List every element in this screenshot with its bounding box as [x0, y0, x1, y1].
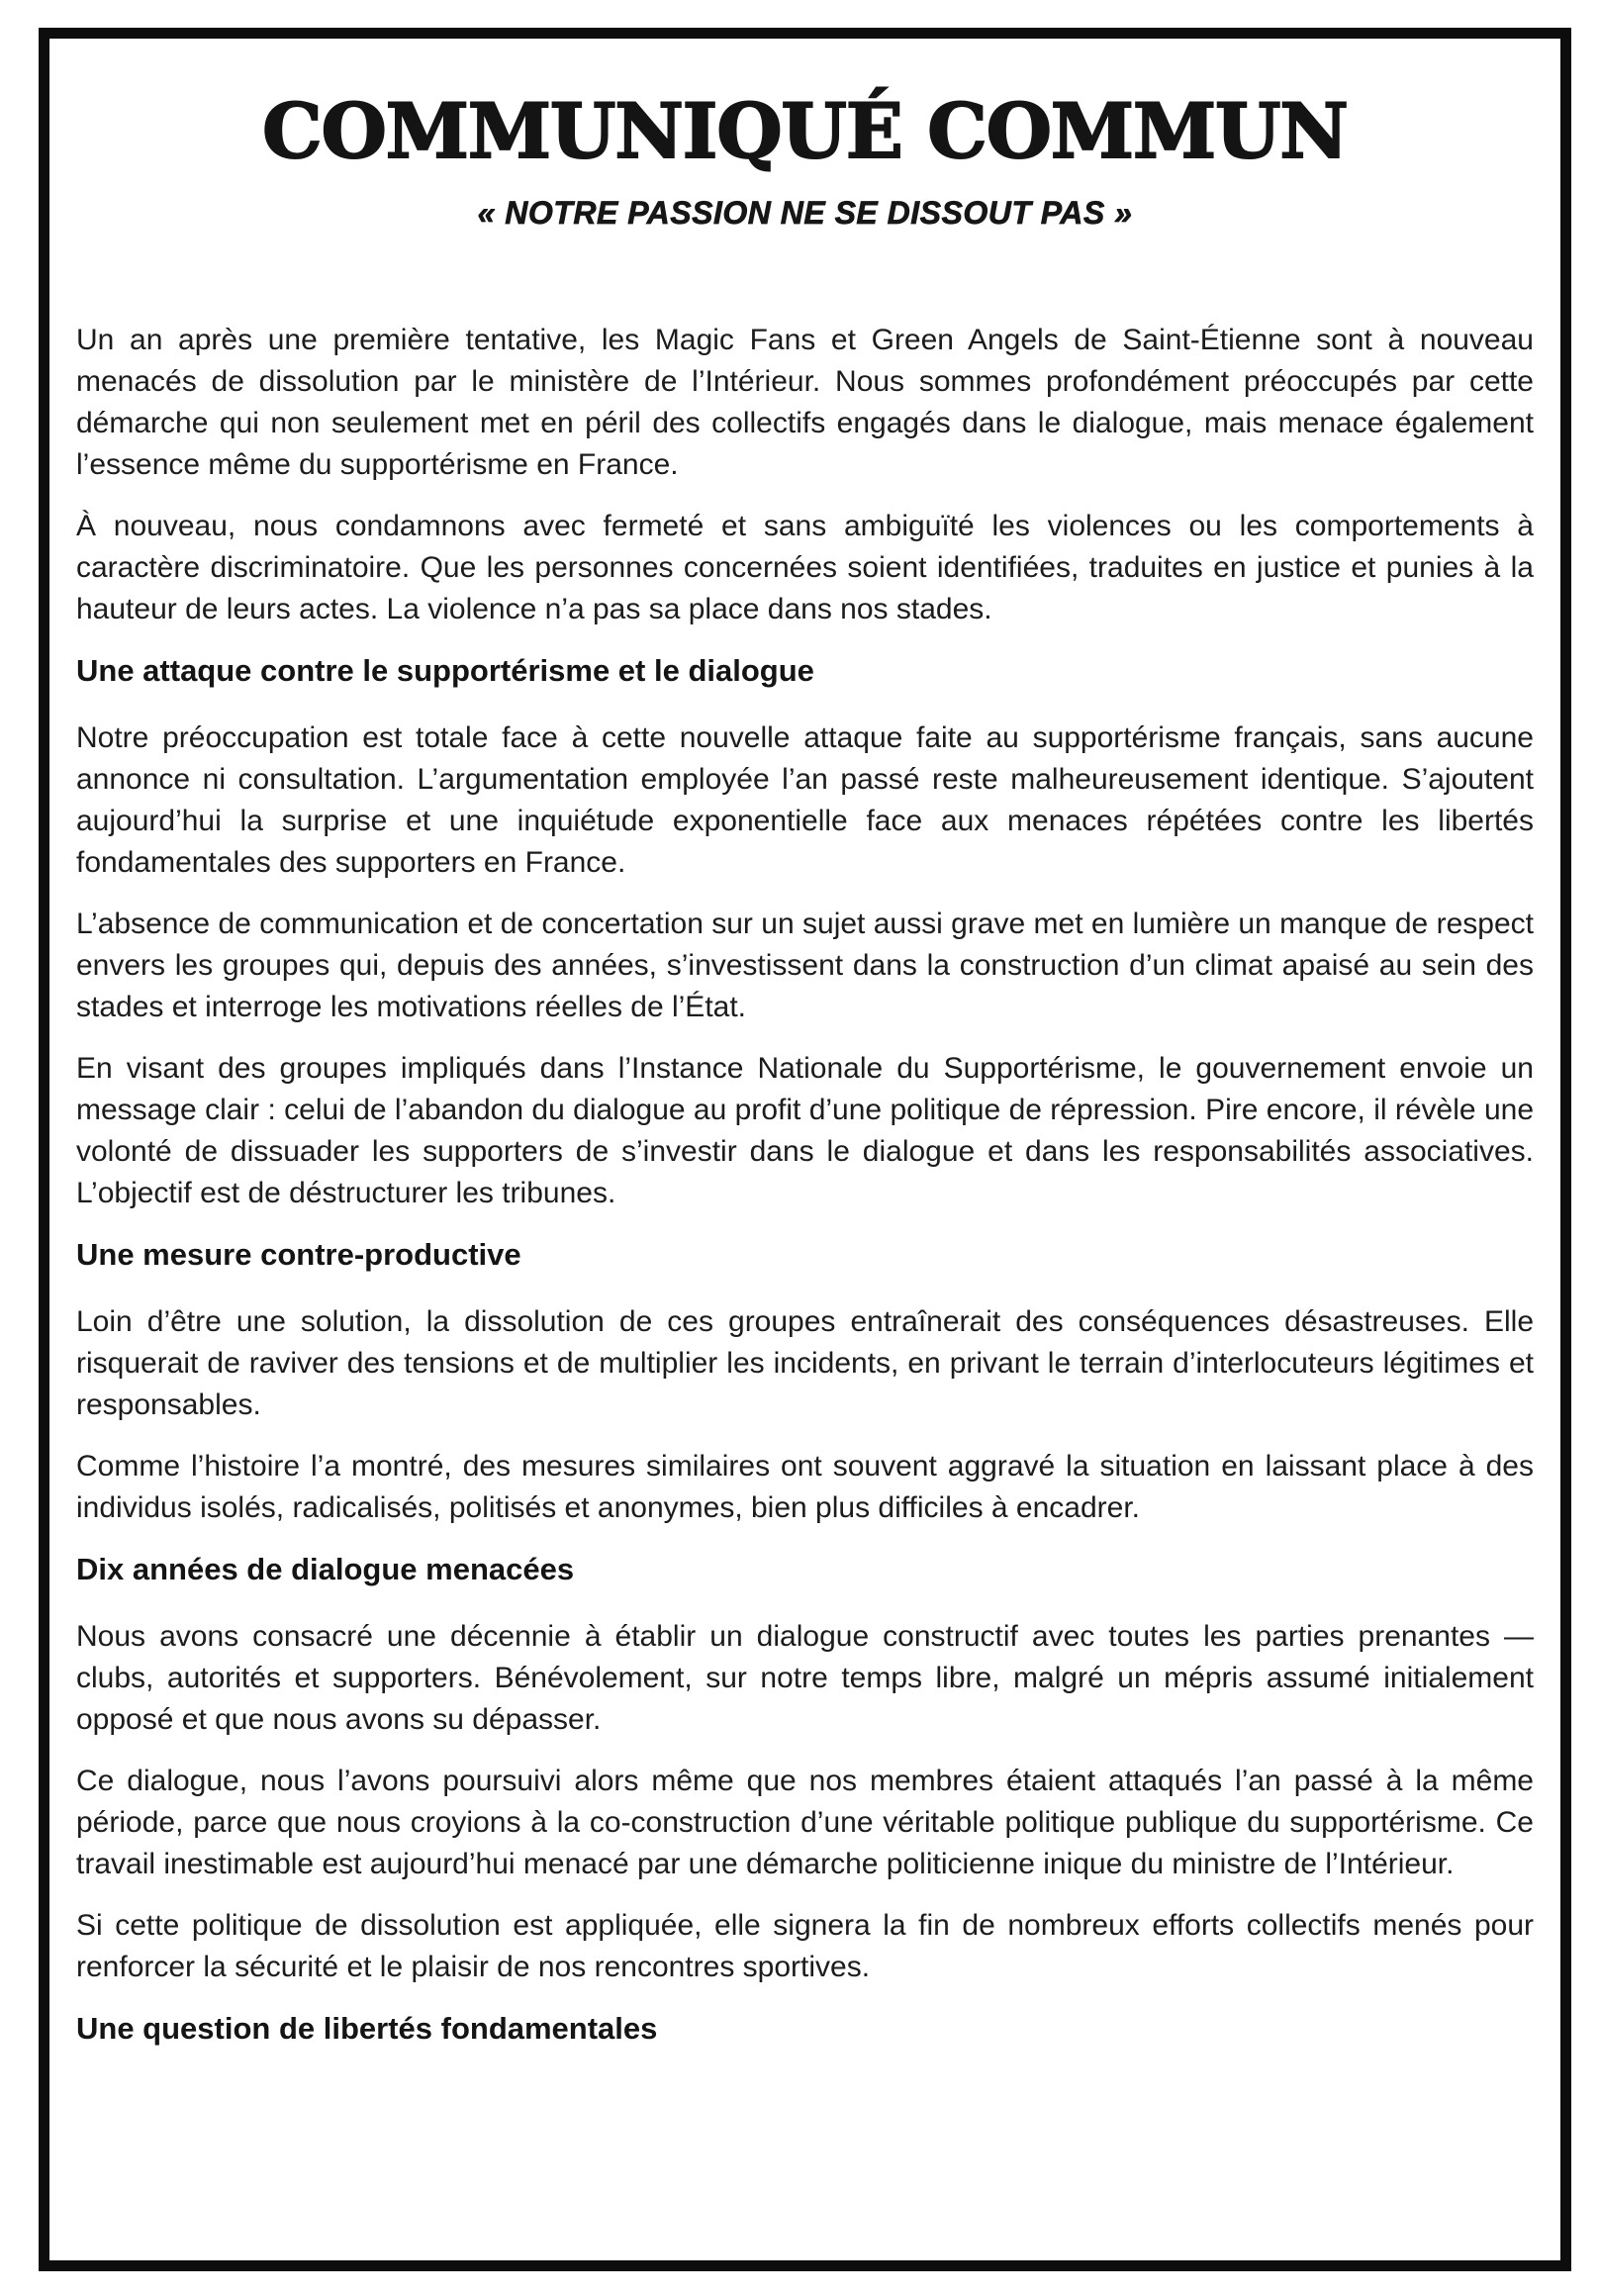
paragraph-histoire: Comme l’histoire l’a montré, des mesures similaires ont souvent aggravé la situation en laissant place à des individus isolés, radicalisés, politisés et anonymes, bien plus difficiles à encadrer.: [76, 1450, 1534, 1524]
paragraph-consequences: Loin d’être une solution, la dissolution de ces groupes entraînerait des conséquences désastreuses. Elle risquerait de raviver des tensions et de multiplier les incidents, en privant le terrain d’interlocuteurs légitimes et responsables.: [76, 1305, 1534, 1421]
paragraph-instance-nationale: En visant des groupes impliqués dans l’Instance Nationale du Supportérisme, le gouvernement envoie un message clair : celui de l’abandon du dialogue au profit d’une politique de répression. Pire encore, il révèle une volonté de dissuader les supporters de s’investir dans le dialogue et dans les responsabilités associatives. L’objectif est de déstructurer les tribunes.: [76, 1052, 1534, 1209]
paragraph-ce-dialogue: Ce dialogue, nous l’avons poursuivi alors même que nos membres étaient attaqués l’an passé à la même période, parce que nous croyions à la co-construction d’une véritable politique publique du supportérisme. Ce travail inestimable est aujourd’hui menacé par une démarche politicienne inique du ministre de l’Intérieur.: [76, 1765, 1534, 1880]
paragraph-si-politique: Si cette politique de dissolution est appliquée, elle signera la fin de nombreux efforts collectifs menés pour renforcer la sécurité et le plaisir de nos rencontres sportives.: [76, 1909, 1534, 1983]
page-frame: [39, 28, 1571, 2271]
page-subtitle: « NOTRE PASSION NE SE DISSOUT PAS »: [477, 195, 1133, 231]
section-heading-libertes: Une question de libertés fondamentales: [76, 2011, 658, 2046]
document-header: [76, 87, 1534, 233]
page-title: COMMUNIQUÉ COMMUN: [262, 87, 1348, 175]
document-body: [76, 320, 1534, 2050]
section-heading-mesure: Une mesure contre-productive: [76, 1237, 521, 1272]
section-heading-attaque: Une attaque contre le supportérisme et le dialogue: [76, 653, 814, 688]
paragraph-absence-communication: L’absence de communication et de concertation sur un sujet aussi grave met en lumière un manque de respect envers les groupes qui, depuis des années, s’investissent dans la construction d’un climat apaisé au sein des stades et interroge les motivations réelles de l’État.: [76, 908, 1534, 1023]
paragraph-intro: Un an après une première tentative, les Magic Fans et Green Angels de Saint-Étienne sont à nouveau menacés de dissolution par le ministère de l’Intérieur. Nous sommes profondément préoccupés par cette démarche qui non seulement met en péril des collectifs engagés dans le dialogue, mais menace également l’essence même du supportérisme en France.: [76, 324, 1534, 481]
paragraph-condemnation: À nouveau, nous condamnons avec fermeté et sans ambiguïté les violences ou les comportements à caractère discriminatoire. Que les personnes concernées soient identifiées, traduites en justice et punies à la hauteur de leurs actes. La violence n’a pas sa place dans nos stades.: [76, 510, 1534, 625]
page-content: [49, 39, 1560, 2050]
paragraph-preoccupation: Notre préoccupation est totale face à cette nouvelle attaque faite au supportérisme français, sans aucune annonce ni consultation. L’argumentation employée l’an passé reste malheureusement identique. S’ajoutent aujourd’hui la surprise et une inquiétude exponentielle face aux menaces répétées contre les libertés fondamentales des supporters en France.: [76, 721, 1534, 879]
paragraph-decennie: Nous avons consacré une décennie à établir un dialogue constructif avec toutes les parties prenantes — clubs, autorités et supporters. Bénévolement, sur notre temps libre, malgré un mépris assumé initialement opposé et que nous avons su dépasser.: [76, 1620, 1534, 1736]
section-heading-dix-annees: Dix années de dialogue menacées: [76, 1552, 575, 1586]
